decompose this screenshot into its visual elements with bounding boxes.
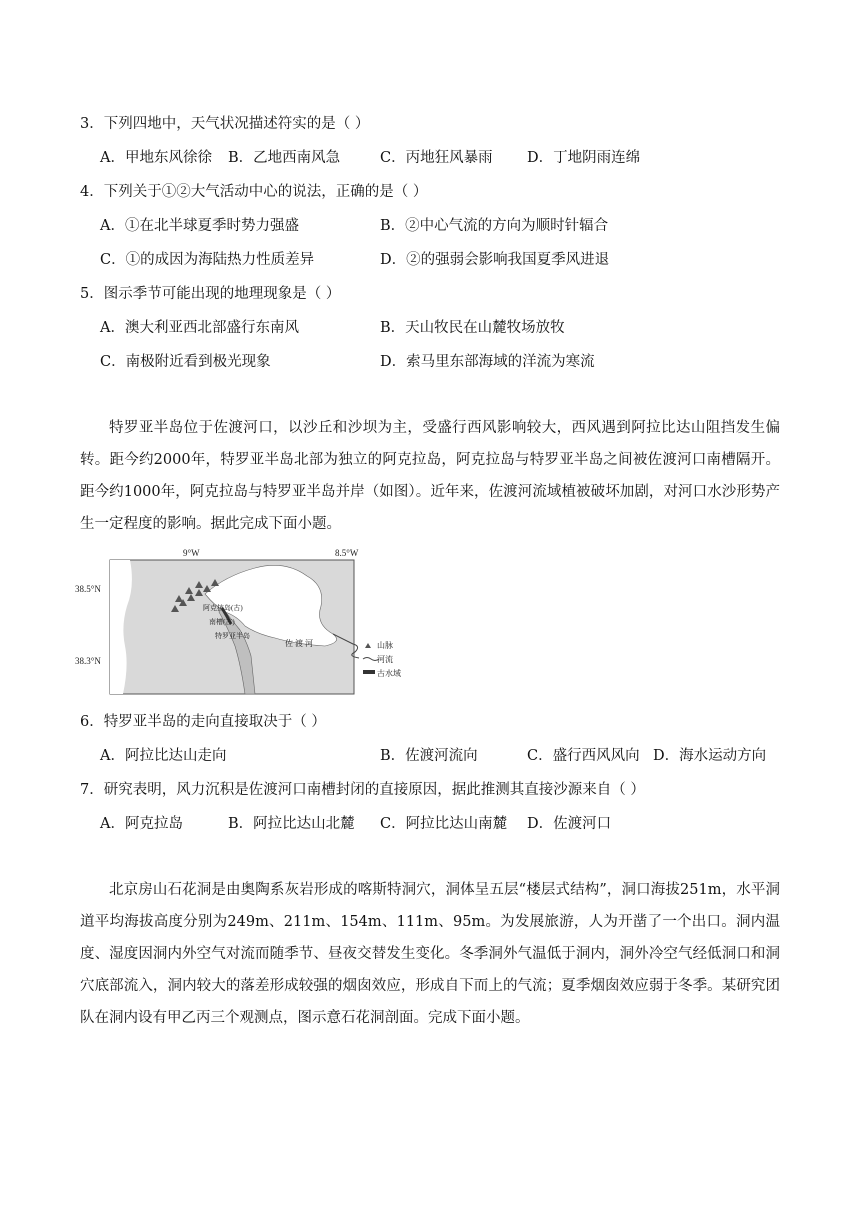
- legend-river-label: 河流: [377, 655, 393, 664]
- question-6-option-c: C．盛行西风风向: [527, 748, 640, 764]
- question-7-option-b: B．阿拉比达山北麓: [228, 816, 355, 832]
- question-6-option-d: D．海水运动方向: [653, 748, 767, 764]
- question-4-option-c: C．①的成因为海陆热力性质差异: [100, 252, 315, 268]
- passage-shihua-cave-text: 北京房山石花洞是由奥陶系灰岩形成的喀斯特洞穴，洞体呈五层“楼层式结构”，洞口海拔251m，水平洞道平均海拔高度分别为249m、211m、154m、111m、95m。为发展旅游，人为开凿了一个出口。洞内温度、湿度因洞内外空气对流而随季节、昼夜交替发生变化。冬季洞外气温低于洞内，洞外冷空气经低洞口和洞穴底部流入，洞内较大的落差形成较强的烟囱效应，形成自下而上的气流；夏季烟囱效应弱于冬季。某研究团队在洞内设有甲乙丙三个观测点，图示意石花洞剖面。完成下面小题。: [80, 882, 780, 1026]
- legend-mountain-label: 山脉: [377, 641, 393, 650]
- question-5-option-a: A．澳大利亚西北部盛行东南风: [100, 320, 299, 336]
- question-3-option-a: A．甲地东风徐徐: [100, 150, 212, 166]
- question-7-option-c: C．阿拉比达山南麓: [380, 816, 508, 832]
- troia-map-figure: [75, 546, 420, 696]
- question-5-option-d: D．索马里东部海域的洋流为寒流: [380, 354, 595, 370]
- label-river: 佐 渡 河: [285, 639, 313, 648]
- question-3-option-b: B．乙地西南风急: [228, 150, 341, 166]
- longitude-label-8-5w: 8.5°W: [335, 548, 359, 558]
- question-3-option-d: D．丁地阴雨连绵: [527, 150, 641, 166]
- passage-troia: [80, 412, 780, 540]
- legend-water-icon: [363, 670, 375, 674]
- legend-water-label: 古水域: [377, 669, 401, 678]
- latitude-label-38-3n: 38.3°N: [75, 656, 101, 666]
- question-6-option-a: A．阿拉比达山走向: [100, 748, 227, 764]
- question-4-option-b: B．②中心气流的方向为顺时针辐合: [380, 218, 609, 234]
- longitude-label-9w: 9°W: [183, 548, 200, 558]
- question-6-stem: 6．特罗亚半岛的走向直接取决于（ ）: [80, 714, 326, 730]
- question-4-option-d: D．②的强弱会影响我国夏季风进退: [380, 252, 610, 268]
- question-7-option-d: D．佐渡河口: [527, 816, 612, 832]
- question-5-option-b: B．天山牧民在山麓牧场放牧: [380, 320, 565, 336]
- passage-troia-text: 特罗亚半岛位于佐渡河口，以沙丘和沙坝为主，受盛行西风影响较大，西风遇到阿拉比达山阻挡发生偏转。距今约2000年，特罗亚半岛北部为独立的阿克拉岛，阿克拉岛与特罗亚半岛之间被佐渡河口南槽隔开。距今约1000年，阿克拉岛与特罗亚半岛并岸（如图）。近年来，佐渡河流域植被破坏加剧，对河口水沙形势产生一定程度的影响。据此完成下面小题。: [80, 420, 780, 532]
- legend-mountain-icon: [365, 643, 371, 648]
- question-3-stem: 3．下列四地中，天气状况描述符实的是（ ）: [80, 116, 370, 132]
- question-6-option-b: B．佐渡河流向: [380, 748, 478, 764]
- question-4-option-a: A．①在北半球夏季时势力强盛: [100, 218, 299, 234]
- question-5-option-c: C．南极附近看到极光现象: [100, 354, 271, 370]
- latitude-label-38-5n: 38.5°N: [75, 584, 101, 594]
- question-3-option-c: C．丙地狂风暴雨: [380, 150, 493, 166]
- label-south-channel: 南槽(古): [209, 618, 235, 626]
- label-troia-peninsula: 特罗亚半岛: [215, 632, 250, 640]
- question-5-stem: 5．图示季节可能出现的地理现象是（ ）: [80, 286, 341, 302]
- label-akla-island: 阿克拉岛(古): [203, 604, 243, 612]
- question-7-stem: 7．研究表明，风力沉积是佐渡河口南槽封闭的直接原因，据此推测其直接沙源来自（ ）: [80, 782, 645, 798]
- question-7-option-a: A．阿克拉岛: [100, 816, 183, 832]
- question-4-stem: 4．下列关于①②大气活动中心的说法，正确的是（ ）: [80, 184, 428, 200]
- passage-shihua-cave: [80, 874, 780, 1034]
